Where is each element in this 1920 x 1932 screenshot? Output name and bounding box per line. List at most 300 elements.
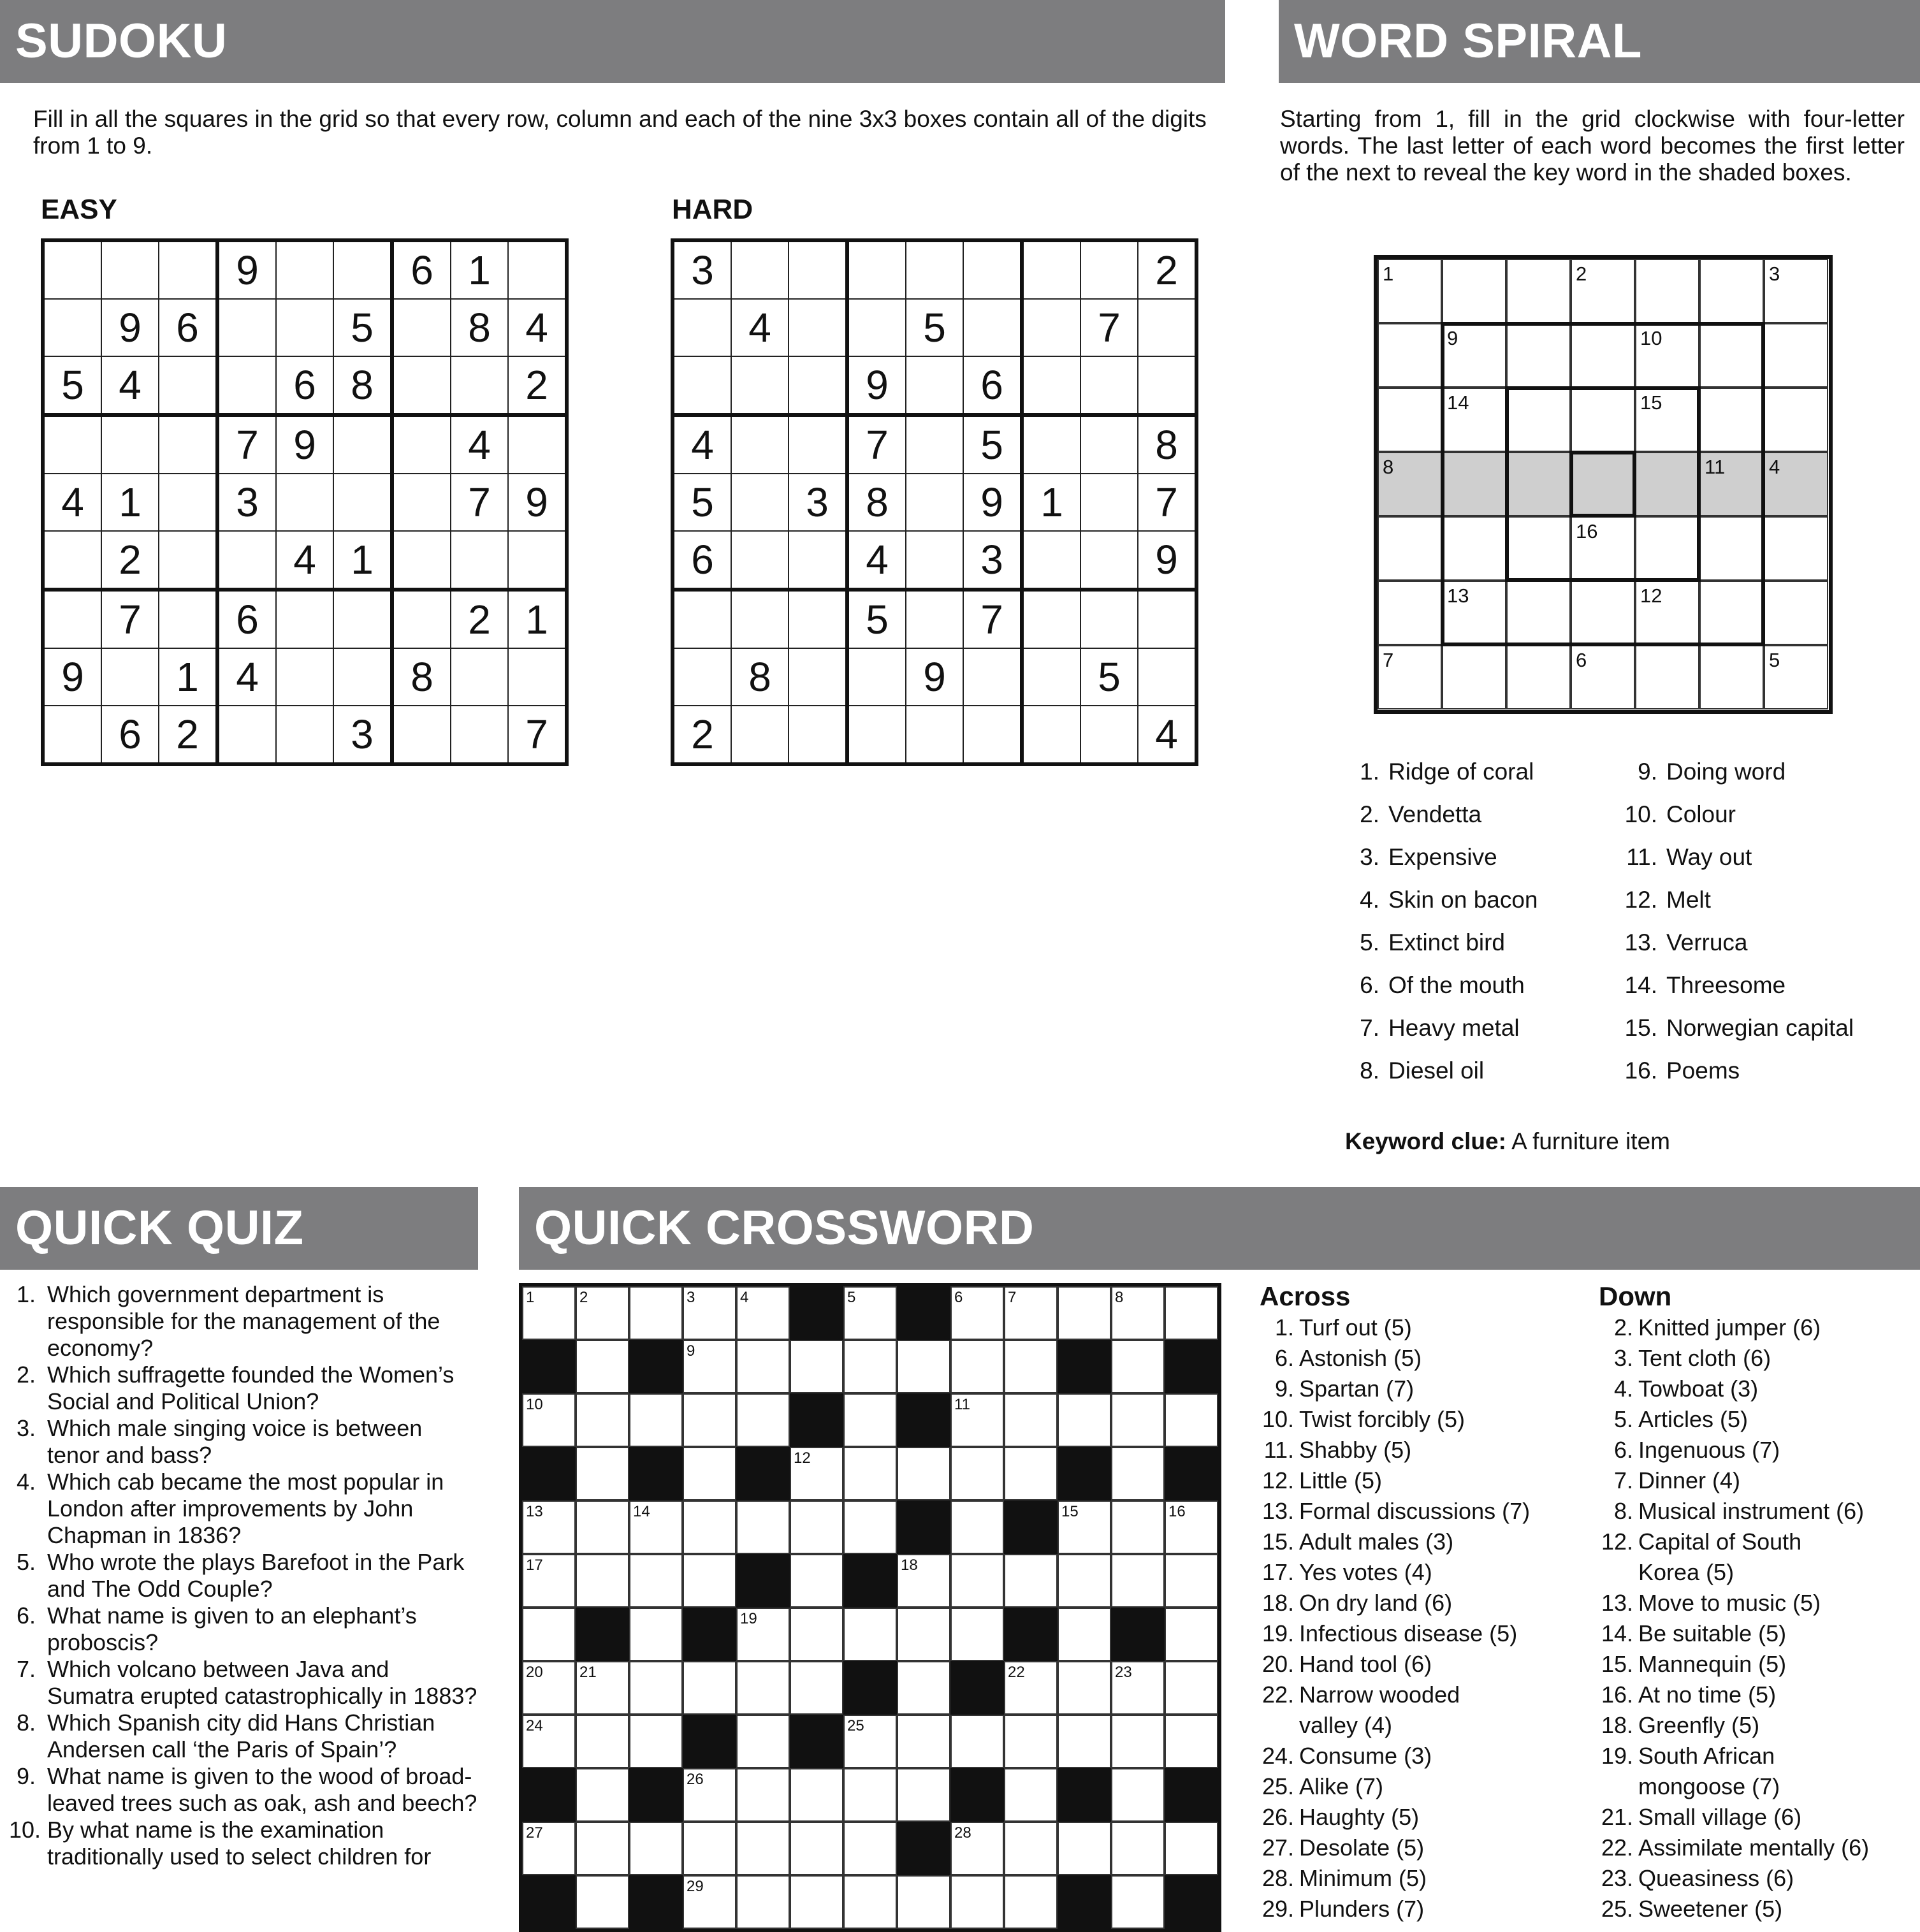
sudoku-cell[interactable]: 5 [1080,648,1138,706]
sudoku-cell[interactable]: 1 [333,531,392,590]
sudoku-cell[interactable] [43,706,101,764]
crossword-cell[interactable] [897,1768,950,1822]
sudoku-cell[interactable]: 6 [276,356,333,415]
crossword-cell[interactable] [897,1661,950,1715]
sudoku-cell[interactable]: 4 [217,648,276,706]
sudoku-cell[interactable]: 1 [101,474,159,531]
sudoku-cell[interactable]: 2 [1138,240,1196,299]
sudoku-cell[interactable] [906,415,963,474]
crossword-cell[interactable] [1111,1822,1165,1875]
crossword-cell[interactable] [576,1661,629,1715]
sudoku-cell[interactable] [906,706,963,764]
sudoku-cell[interactable] [159,531,217,590]
crossword-cell[interactable] [629,1286,683,1340]
sudoku-cell[interactable] [276,240,333,299]
sudoku-cell[interactable] [276,648,333,706]
sudoku-cell[interactable] [508,240,567,299]
spiral-cell[interactable] [1699,645,1764,709]
sudoku-cell[interactable]: 8 [451,299,508,356]
sudoku-cell[interactable]: 7 [217,415,276,474]
crossword-cell[interactable] [576,1393,629,1447]
crossword-cell[interactable] [1004,1715,1058,1768]
sudoku-cell[interactable]: 5 [847,590,906,648]
sudoku-cell[interactable]: 8 [731,648,789,706]
crossword-cell[interactable] [1111,1554,1165,1608]
spiral-cell[interactable] [1764,516,1828,581]
sudoku-cell[interactable]: 6 [673,531,731,590]
sudoku-cell[interactable] [673,356,731,415]
sudoku-cell[interactable] [789,356,847,415]
sudoku-cell[interactable] [43,590,101,648]
sudoku-cell[interactable] [1080,531,1138,590]
sudoku-cell[interactable] [392,531,451,590]
crossword-cell[interactable] [1165,1715,1218,1768]
crossword-cell[interactable] [1004,1768,1058,1822]
sudoku-cell[interactable]: 1 [508,590,567,648]
spiral-cell[interactable] [1764,259,1828,323]
sudoku-cell[interactable] [731,590,789,648]
spiral-cell[interactable] [1442,259,1506,323]
crossword-cell[interactable] [950,1554,1004,1608]
sudoku-cell[interactable]: 4 [276,531,333,590]
sudoku-cell[interactable]: 2 [451,590,508,648]
spiral-cell[interactable] [1764,645,1828,709]
spiral-cell[interactable] [1635,645,1699,709]
sudoku-cell[interactable] [906,474,963,531]
crossword-cell[interactable] [1058,1554,1111,1608]
crossword-cell[interactable] [522,1715,576,1768]
crossword-cell[interactable] [1058,1608,1111,1661]
sudoku-cell[interactable] [333,474,392,531]
crossword-cell[interactable] [683,1875,736,1929]
sudoku-cell[interactable] [906,240,963,299]
sudoku-cell[interactable] [43,299,101,356]
sudoku-cell[interactable] [451,648,508,706]
spiral-cell[interactable] [1571,645,1635,709]
sudoku-cell[interactable] [101,240,159,299]
sudoku-cell[interactable] [963,648,1022,706]
sudoku-cell[interactable] [789,648,847,706]
crossword-cell[interactable] [1165,1554,1218,1608]
sudoku-cell[interactable]: 4 [508,299,567,356]
sudoku-cell[interactable]: 7 [1138,474,1196,531]
crossword-cell[interactable] [843,1608,897,1661]
crossword-cell[interactable] [522,1286,576,1340]
sudoku-cell[interactable] [333,415,392,474]
sudoku-cell[interactable] [217,706,276,764]
crossword-cell[interactable] [843,1447,897,1500]
crossword-cell[interactable] [522,1500,576,1554]
crossword-cell[interactable] [736,1661,790,1715]
crossword-cell[interactable] [683,1393,736,1447]
sudoku-cell[interactable] [673,299,731,356]
sudoku-cell[interactable] [276,474,333,531]
sudoku-cell[interactable]: 4 [673,415,731,474]
crossword-cell[interactable] [897,1340,950,1393]
sudoku-cell[interactable] [333,590,392,648]
crossword-cell[interactable] [790,1608,843,1661]
crossword-cell[interactable] [736,1393,790,1447]
sudoku-cell[interactable]: 1 [451,240,508,299]
crossword-cell[interactable] [1058,1393,1111,1447]
sudoku-cell[interactable]: 9 [508,474,567,531]
sudoku-cell[interactable] [392,299,451,356]
sudoku-cell[interactable]: 8 [1138,415,1196,474]
crossword-cell[interactable] [1165,1500,1218,1554]
sudoku-cell[interactable] [1080,706,1138,764]
crossword-cell[interactable] [1111,1661,1165,1715]
crossword-cell[interactable] [897,1875,950,1929]
crossword-cell[interactable] [843,1768,897,1822]
spiral-cell[interactable] [1442,645,1506,709]
sudoku-cell[interactable] [451,531,508,590]
sudoku-cell[interactable] [392,590,451,648]
crossword-cell[interactable] [683,1447,736,1500]
spiral-cell[interactable] [1571,259,1635,323]
spiral-cell[interactable] [1764,581,1828,645]
sudoku-cell[interactable]: 7 [963,590,1022,648]
sudoku-cell[interactable] [1022,240,1080,299]
crossword-cell[interactable] [790,1875,843,1929]
crossword-cell[interactable] [522,1822,576,1875]
crossword-cell[interactable] [1004,1822,1058,1875]
crossword-cell[interactable] [1004,1875,1058,1929]
crossword-cell[interactable] [950,1608,1004,1661]
sudoku-cell[interactable] [508,415,567,474]
sudoku-cell[interactable]: 8 [847,474,906,531]
sudoku-cell[interactable] [451,706,508,764]
crossword-cell[interactable] [843,1715,897,1768]
sudoku-cell[interactable]: 7 [508,706,567,764]
sudoku-cell[interactable]: 7 [451,474,508,531]
sudoku-cell[interactable] [276,706,333,764]
crossword-cell[interactable] [950,1447,1004,1500]
spiral-cell[interactable] [1378,323,1442,388]
crossword-cell[interactable] [736,1875,790,1929]
sudoku-cell[interactable]: 5 [333,299,392,356]
sudoku-cell[interactable] [731,415,789,474]
crossword-cell[interactable] [522,1608,576,1661]
crossword-cell[interactable] [1058,1661,1111,1715]
crossword-cell[interactable] [1111,1340,1165,1393]
crossword-cell[interactable] [683,1768,736,1822]
crossword-cell[interactable] [522,1393,576,1447]
crossword-cell[interactable] [683,1340,736,1393]
sudoku-cell[interactable]: 7 [1080,299,1138,356]
sudoku-cell[interactable]: 9 [906,648,963,706]
sudoku-cell[interactable]: 2 [159,706,217,764]
crossword-cell[interactable] [629,1500,683,1554]
sudoku-cell[interactable] [508,648,567,706]
sudoku-cell[interactable] [1080,240,1138,299]
crossword-cell[interactable] [1165,1286,1218,1340]
crossword-cell[interactable] [897,1554,950,1608]
sudoku-cell[interactable] [963,299,1022,356]
crossword-cell[interactable] [843,1875,897,1929]
crossword-cell[interactable] [629,1661,683,1715]
sudoku-cell[interactable] [847,299,906,356]
sudoku-cell[interactable]: 2 [101,531,159,590]
crossword-cell[interactable] [1165,1661,1218,1715]
sudoku-cell[interactable] [673,590,731,648]
crossword-cell[interactable] [736,1500,790,1554]
spiral-cell[interactable] [1378,259,1442,323]
sudoku-cell[interactable] [906,531,963,590]
crossword-cell[interactable] [1165,1822,1218,1875]
sudoku-cell[interactable] [963,706,1022,764]
sudoku-cell[interactable]: 4 [101,356,159,415]
crossword-cell[interactable] [897,1447,950,1500]
crossword-cell[interactable] [1058,1715,1111,1768]
sudoku-cell[interactable] [333,240,392,299]
sudoku-cell[interactable]: 9 [1138,531,1196,590]
sudoku-cell[interactable]: 5 [963,415,1022,474]
sudoku-cell[interactable]: 9 [847,356,906,415]
sudoku-cell[interactable] [731,474,789,531]
sudoku-cell[interactable] [1138,648,1196,706]
sudoku-cell[interactable] [159,415,217,474]
crossword-cell[interactable] [736,1768,790,1822]
spiral-cell[interactable] [1378,452,1442,516]
crossword-cell[interactable] [843,1340,897,1393]
sudoku-cell[interactable] [847,648,906,706]
spiral-cell[interactable] [1378,388,1442,452]
sudoku-cell[interactable] [1080,415,1138,474]
sudoku-cell[interactable] [1022,531,1080,590]
sudoku-cell[interactable] [101,648,159,706]
sudoku-cell[interactable]: 5 [906,299,963,356]
crossword-cell[interactable] [950,1340,1004,1393]
crossword-cell[interactable] [629,1608,683,1661]
sudoku-cell[interactable] [731,240,789,299]
sudoku-cell[interactable] [508,531,567,590]
sudoku-cell[interactable] [1138,356,1196,415]
spiral-cell[interactable] [1764,323,1828,388]
crossword-cell[interactable] [1004,1661,1058,1715]
crossword-cell[interactable] [1004,1447,1058,1500]
sudoku-cell[interactable]: 7 [101,590,159,648]
sudoku-cell[interactable] [1080,474,1138,531]
crossword-cell[interactable] [1165,1393,1218,1447]
crossword-cell[interactable] [1111,1393,1165,1447]
sudoku-cell[interactable] [43,415,101,474]
spiral-cell[interactable] [1506,259,1571,323]
crossword-cell[interactable] [576,1768,629,1822]
crossword-cell[interactable] [576,1875,629,1929]
sudoku-cell[interactable] [159,240,217,299]
sudoku-cell[interactable]: 5 [673,474,731,531]
spiral-cell[interactable] [1764,452,1828,516]
spiral-cell[interactable] [1764,388,1828,452]
sudoku-cell[interactable] [217,356,276,415]
crossword-cell[interactable] [576,1715,629,1768]
sudoku-cell[interactable] [392,356,451,415]
sudoku-cell[interactable] [1022,356,1080,415]
sudoku-cell[interactable]: 8 [392,648,451,706]
sudoku-cell[interactable] [906,590,963,648]
sudoku-cell[interactable]: 9 [217,240,276,299]
crossword-cell[interactable] [843,1500,897,1554]
sudoku-cell[interactable] [217,531,276,590]
sudoku-cell[interactable] [1138,590,1196,648]
crossword-cell[interactable] [843,1393,897,1447]
crossword-cell[interactable] [683,1661,736,1715]
sudoku-cell[interactable]: 9 [963,474,1022,531]
sudoku-cell[interactable] [333,648,392,706]
crossword-cell[interactable] [790,1661,843,1715]
crossword-cell[interactable] [950,1393,1004,1447]
crossword-cell[interactable] [736,1715,790,1768]
sudoku-cell[interactable]: 7 [847,415,906,474]
sudoku-cell[interactable] [1022,590,1080,648]
crossword-cell[interactable] [576,1286,629,1340]
sudoku-cell[interactable]: 4 [731,299,789,356]
crossword-cell[interactable] [790,1447,843,1500]
sudoku-cell[interactable] [731,356,789,415]
crossword-cell[interactable] [576,1340,629,1393]
sudoku-cell[interactable] [731,531,789,590]
sudoku-cell[interactable] [789,240,847,299]
sudoku-cell[interactable] [159,590,217,648]
crossword-cell[interactable] [1058,1500,1111,1554]
sudoku-cell[interactable]: 4 [1138,706,1196,764]
crossword-cell[interactable] [790,1822,843,1875]
sudoku-cell[interactable] [276,590,333,648]
sudoku-cell[interactable] [392,415,451,474]
crossword-cell[interactable] [1111,1875,1165,1929]
crossword-cell[interactable] [1111,1768,1165,1822]
crossword-cell[interactable] [683,1822,736,1875]
crossword-cell[interactable] [1165,1608,1218,1661]
sudoku-cell[interactable]: 9 [101,299,159,356]
sudoku-cell[interactable] [1080,356,1138,415]
sudoku-cell[interactable]: 6 [159,299,217,356]
crossword-cell[interactable] [790,1554,843,1608]
sudoku-cell[interactable] [392,706,451,764]
sudoku-cell[interactable]: 3 [333,706,392,764]
crossword-cell[interactable] [1111,1500,1165,1554]
sudoku-cell[interactable] [963,240,1022,299]
sudoku-cell[interactable] [789,415,847,474]
crossword-cell[interactable] [629,1393,683,1447]
crossword-cell[interactable] [576,1822,629,1875]
sudoku-cell[interactable]: 2 [673,706,731,764]
crossword-cell[interactable] [1058,1286,1111,1340]
crossword-cell[interactable] [522,1661,576,1715]
crossword-cell[interactable] [683,1500,736,1554]
sudoku-cell[interactable] [789,706,847,764]
sudoku-cell[interactable] [101,415,159,474]
sudoku-cell[interactable] [43,531,101,590]
sudoku-cell[interactable] [276,299,333,356]
sudoku-cell[interactable] [1022,648,1080,706]
crossword-cell[interactable] [683,1554,736,1608]
sudoku-cell[interactable]: 4 [451,415,508,474]
sudoku-cell[interactable] [1022,415,1080,474]
sudoku-cell[interactable] [789,590,847,648]
sudoku-cell[interactable]: 9 [43,648,101,706]
sudoku-cell[interactable] [43,240,101,299]
crossword-cell[interactable] [736,1340,790,1393]
crossword-cell[interactable] [1111,1286,1165,1340]
crossword-cell[interactable] [790,1500,843,1554]
sudoku-cell[interactable]: 6 [963,356,1022,415]
sudoku-cell[interactable]: 3 [789,474,847,531]
sudoku-cell[interactable] [159,474,217,531]
spiral-cell[interactable] [1506,645,1571,709]
sudoku-cell[interactable]: 4 [43,474,101,531]
crossword-cell[interactable] [629,1554,683,1608]
sudoku-cell[interactable] [789,531,847,590]
crossword-cell[interactable] [950,1822,1004,1875]
spiral-cell[interactable] [1699,259,1764,323]
crossword-cell[interactable] [576,1554,629,1608]
sudoku-cell[interactable]: 6 [217,590,276,648]
sudoku-cell[interactable]: 3 [217,474,276,531]
crossword-cell[interactable] [1004,1340,1058,1393]
sudoku-cell[interactable] [392,474,451,531]
spiral-cell[interactable] [1378,645,1442,709]
sudoku-cell[interactable] [731,706,789,764]
sudoku-cell[interactable] [217,299,276,356]
sudoku-cell[interactable]: 9 [276,415,333,474]
crossword-cell[interactable] [897,1608,950,1661]
sudoku-cell[interactable]: 3 [963,531,1022,590]
sudoku-cell[interactable] [1138,299,1196,356]
crossword-cell[interactable] [576,1447,629,1500]
crossword-cell[interactable] [950,1875,1004,1929]
crossword-cell[interactable] [1004,1393,1058,1447]
crossword-cell[interactable] [1058,1822,1111,1875]
crossword-cell[interactable] [736,1286,790,1340]
crossword-cell[interactable] [897,1715,950,1768]
crossword-cell[interactable] [629,1822,683,1875]
sudoku-cell[interactable]: 4 [847,531,906,590]
crossword-cell[interactable] [790,1340,843,1393]
crossword-cell[interactable] [1111,1715,1165,1768]
crossword-cell[interactable] [576,1500,629,1554]
sudoku-cell[interactable] [847,706,906,764]
crossword-cell[interactable] [683,1286,736,1340]
crossword-cell[interactable] [950,1715,1004,1768]
crossword-cell[interactable] [790,1768,843,1822]
crossword-cell[interactable] [950,1500,1004,1554]
sudoku-cell[interactable] [789,299,847,356]
crossword-cell[interactable] [736,1822,790,1875]
sudoku-cell[interactable] [159,356,217,415]
crossword-cell[interactable] [1004,1286,1058,1340]
sudoku-cell[interactable]: 8 [333,356,392,415]
sudoku-cell[interactable] [1080,590,1138,648]
sudoku-cell[interactable] [451,356,508,415]
sudoku-cell[interactable]: 2 [508,356,567,415]
spiral-cell[interactable] [1378,581,1442,645]
crossword-cell[interactable] [1111,1447,1165,1500]
crossword-cell[interactable] [1004,1554,1058,1608]
sudoku-cell[interactable] [1022,299,1080,356]
sudoku-cell[interactable] [1022,706,1080,764]
sudoku-cell[interactable]: 5 [43,356,101,415]
sudoku-cell[interactable] [906,356,963,415]
sudoku-cell[interactable]: 3 [673,240,731,299]
sudoku-cell[interactable]: 6 [101,706,159,764]
sudoku-cell[interactable]: 6 [392,240,451,299]
crossword-cell[interactable] [950,1286,1004,1340]
crossword-cell[interactable] [843,1286,897,1340]
sudoku-cell[interactable]: 1 [159,648,217,706]
crossword-cell[interactable] [522,1554,576,1608]
spiral-cell[interactable] [1635,259,1699,323]
